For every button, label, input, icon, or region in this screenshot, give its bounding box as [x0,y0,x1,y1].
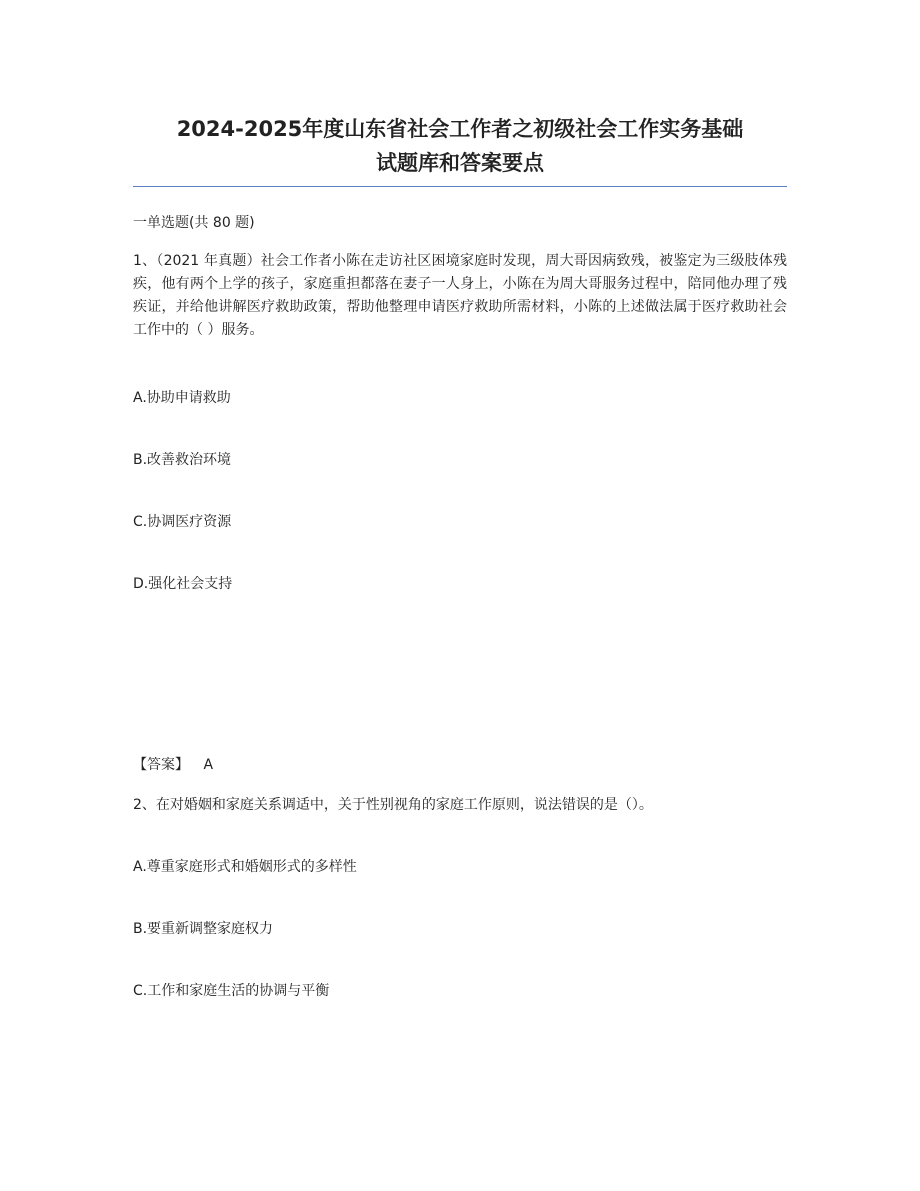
question-1-option-b: B.改善救治环境 [133,452,232,468]
question-2-option-b: B.要重新调整家庭权力 [133,921,274,937]
question-1-answer [133,755,213,775]
answer-label: 【答案】 [133,757,189,773]
section-header: 一单选题(共 80 题) [133,215,255,231]
question-1-option-d: D.强化社会支持 [133,576,233,592]
question-1-option-c: C.协调医疗资源 [133,514,232,530]
answer-value: A [203,757,214,773]
question-2-option-c: C.工作和家庭生活的协调与平衡 [133,983,330,999]
question-1-option-a: A.协助申请救助 [133,390,231,406]
title-line-2: 试题库和答案要点 [376,151,544,175]
title-line-1: 2024-2025年度山东省社会工作者之初级社会工作实务基础 [176,117,744,141]
document-title [120,112,800,180]
question-2-stem: 2、在对婚姻和家庭关系调适中，关于性别视角的家庭工作原则，说法错误的是（）。 [133,797,653,813]
question-1-stem: 1、（2021 年真题）社会工作者小陈在走访社区困境家庭时发现，周大哥因病致残，被鉴定为三级肢体残疾，他有两个上学的孩子，家庭重担都落在妻子一人身上，小陈在为周大哥服务过程中，陪同他办理了残疾证，并给他讲解医疗救助政策，帮助他整理申请医疗救助所需材料，小陈的上述做法属于医疗救助社会工作中的（ ）服务。 [133,253,787,338]
question-2-option-a: A.尊重家庭形式和婚姻形式的多样性 [133,859,357,875]
title-divider [133,186,787,187]
